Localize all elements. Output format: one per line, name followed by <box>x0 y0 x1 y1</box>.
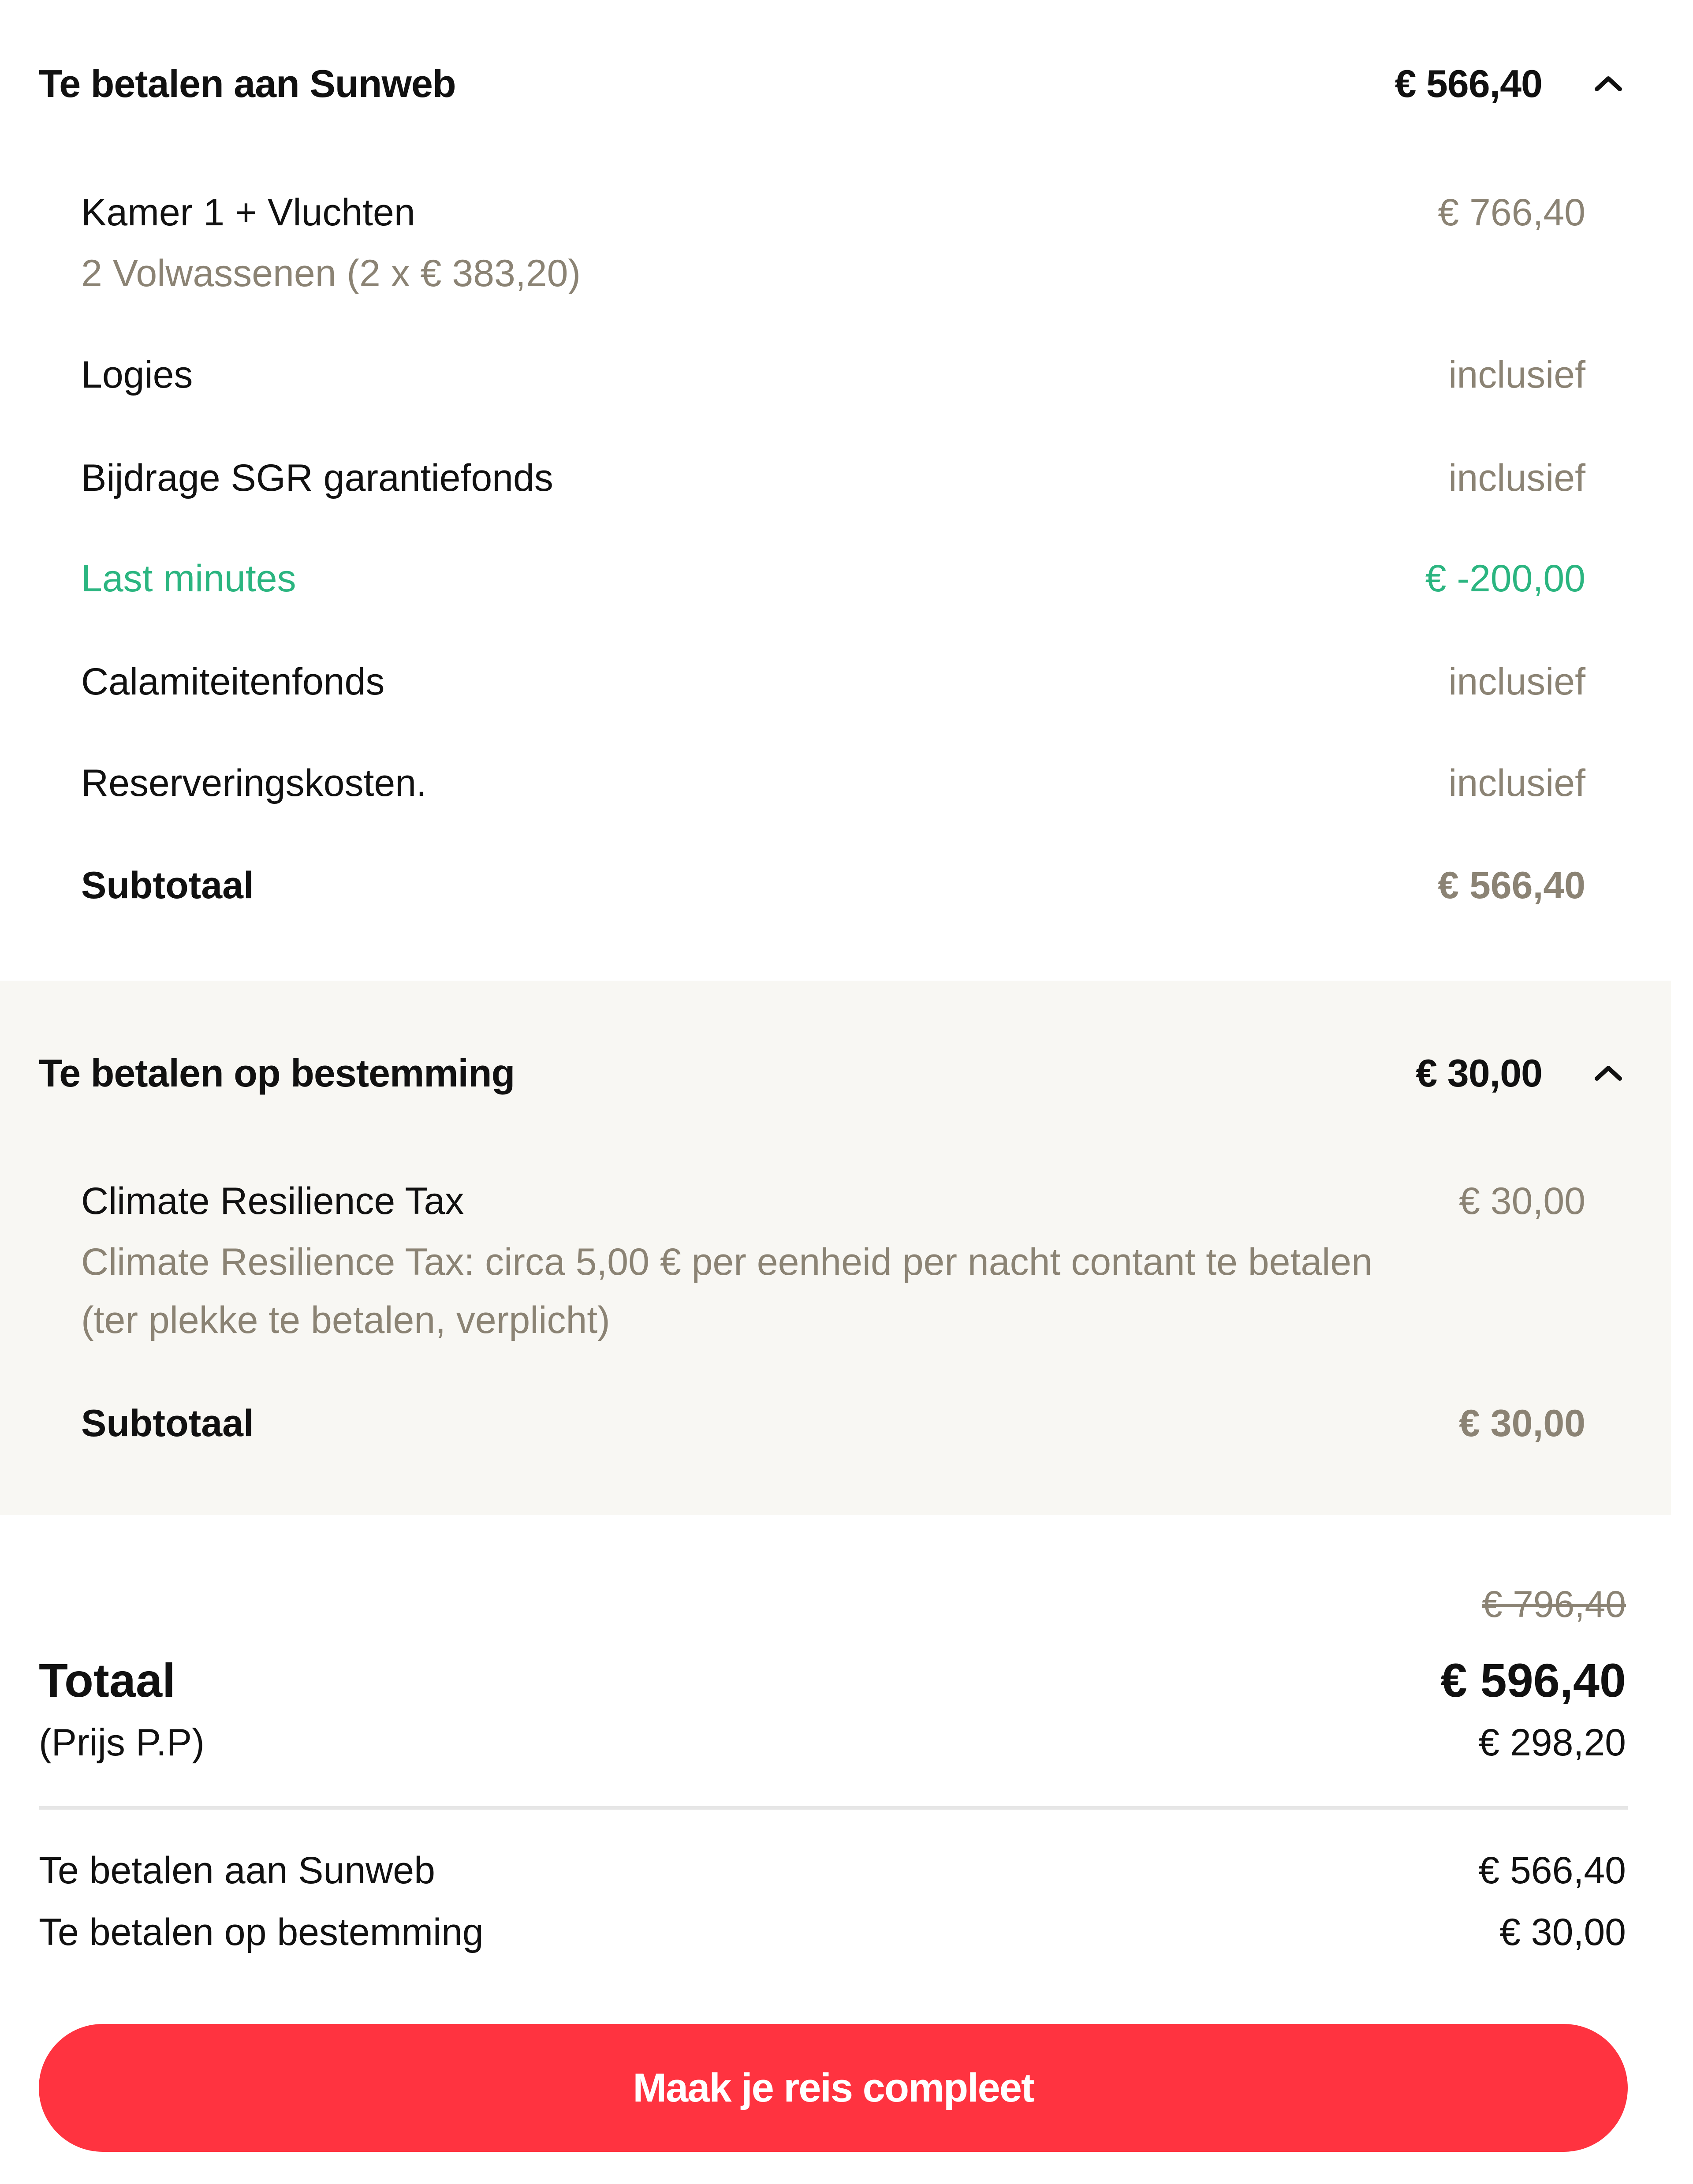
line-item-label: Kamer 1 + Vluchten <box>81 191 415 234</box>
subtotal-label: Subtotaal <box>81 864 254 907</box>
summary-destination-amount: € 30,00 <box>1499 1911 1626 1953</box>
line-item-label: Last minutes <box>81 557 296 600</box>
line-item-label: Bijdrage SGR garantiefonds <box>81 457 553 499</box>
sunweb-section-amount: € 566,40 <box>1395 62 1542 105</box>
line-item-value: inclusief <box>1448 354 1585 396</box>
summary-destination-label: Te betalen op bestemming <box>39 1911 484 1953</box>
price-per-person-label: (Prijs P.P) <box>39 1721 205 1764</box>
summary-sunweb-label: Te betalen aan Sunweb <box>39 1849 435 1892</box>
summary-sunweb-amount: € 566,40 <box>1478 1849 1626 1892</box>
original-price: € 796,40 <box>1482 1583 1626 1625</box>
price-per-person-amount: € 298,20 <box>1478 1721 1626 1764</box>
line-item-value: inclusief <box>1448 762 1585 804</box>
line-item-value: inclusief <box>1448 661 1585 703</box>
chevron-up-icon[interactable] <box>1591 1056 1626 1091</box>
summary-destination-row <box>39 1906 1626 1959</box>
complete-trip-button[interactable]: Maak je reis compleet <box>39 2024 1628 2152</box>
total-row <box>39 1649 1626 1711</box>
line-item-label: Calamiteitenfonds <box>81 661 385 703</box>
line-item-climate-tax <box>81 1175 1585 1228</box>
line-item-label: Climate Resilience Tax <box>81 1180 464 1222</box>
line-item-label: Reserveringskosten. <box>81 762 427 804</box>
sunweb-subtotal <box>81 859 1585 912</box>
line-item-subtext: (ter plekke te betalen, verplicht) <box>81 1299 610 1341</box>
line-item-last-minutes <box>81 552 1585 605</box>
line-item-calamiteitenfonds <box>81 655 1585 708</box>
sunweb-section-title: Te betalen aan Sunweb <box>39 62 456 105</box>
chevron-up-icon[interactable] <box>1591 66 1626 101</box>
destination-section-right <box>1416 1051 1626 1096</box>
destination-section-header[interactable] <box>39 1047 1626 1100</box>
line-item-logies <box>81 348 1585 401</box>
sunweb-section-header[interactable] <box>39 57 1626 110</box>
total-label: Totaal <box>39 1653 176 1707</box>
total-amount: € 596,40 <box>1440 1653 1626 1707</box>
line-item-label: Logies <box>81 354 193 396</box>
line-item-value: € -200,00 <box>1425 557 1585 600</box>
line-item-sgr <box>81 452 1585 504</box>
price-per-person-row <box>39 1716 1626 1769</box>
summary-sunweb-row <box>39 1844 1626 1897</box>
subtotal-value: € 30,00 <box>1459 1402 1585 1445</box>
line-item-value: € 766,40 <box>1438 191 1585 234</box>
destination-subtotal <box>81 1397 1585 1450</box>
line-item-value: € 30,00 <box>1459 1180 1585 1222</box>
subtotal-value: € 566,40 <box>1438 864 1585 907</box>
line-item-subtext: 2 Volwassenen (2 x € 383,20) <box>81 252 581 295</box>
line-item-kamer <box>81 186 1585 239</box>
divider <box>39 1806 1628 1810</box>
destination-section-title: Te betalen op bestemming <box>39 1051 515 1095</box>
line-item-reserveringskosten <box>81 757 1585 810</box>
destination-section-amount: € 30,00 <box>1416 1051 1542 1095</box>
subtotal-label: Subtotaal <box>81 1402 254 1445</box>
line-item-value: inclusief <box>1448 457 1585 499</box>
line-item-subtext: Climate Resilience Tax: circa 5,00 € per eenheid per nacht contant te betalen <box>81 1241 1372 1283</box>
sunweb-section-right <box>1395 61 1626 106</box>
